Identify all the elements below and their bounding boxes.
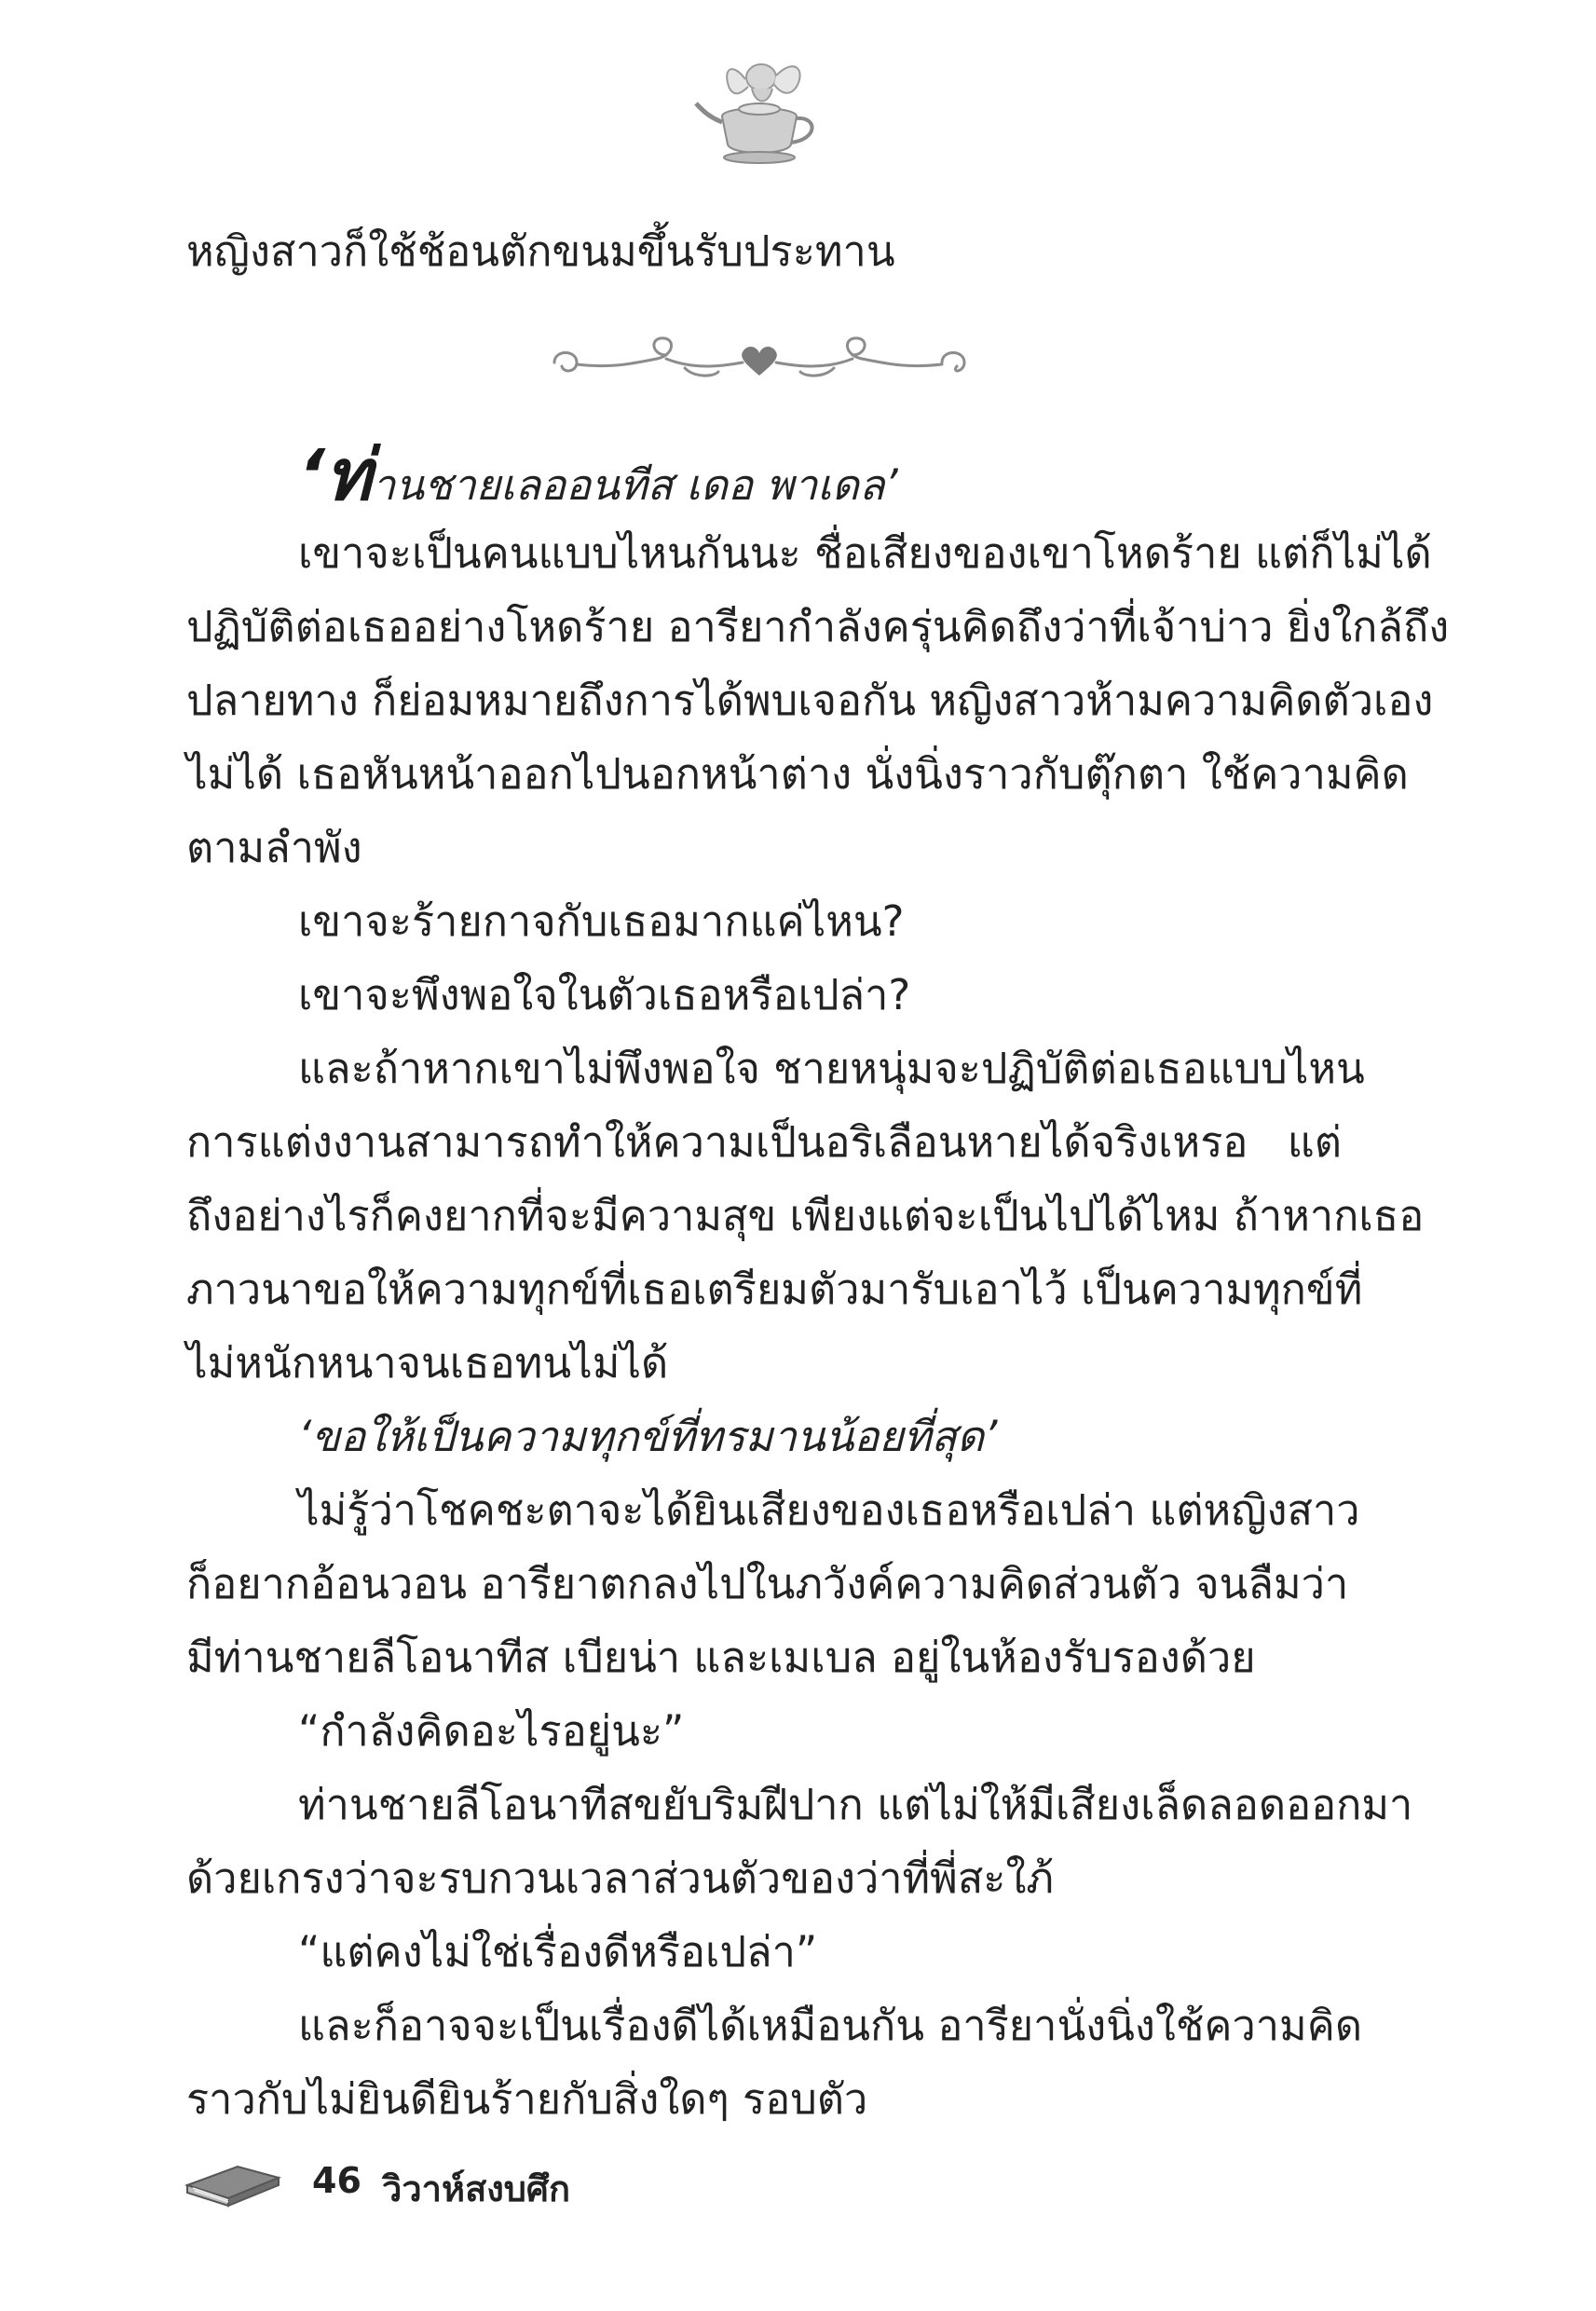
text-line: ไม่รู้ว่าโชคชะตาจะได้ยินเสียงของเธอหรือเปล่า แต่หญิงสาว [298,1485,1360,1535]
text-line: การแต่งงานสามารถทำให้ความเป็นอริเลือนหายได้จริงเหรอ แต่ [186,1117,1342,1167]
text-line: “กำลังคิดอะไรอยู่นะ” [298,1706,685,1756]
text-line: “แต่คงไม่ใช่เรื่องดีหรือเปล่า” [298,1927,818,1976]
text-line: ราวกับไม่ยินดียินร้ายกับสิ่งใดๆ รอบตัว [186,2074,868,2124]
text-line: ตามลำพัง [186,823,362,872]
heading-text: านชายเลออนทีส เดอ พาเดล’ [371,460,898,510]
text-line: ปลายทาง ก็ย่อมหมายถึงการได้พบเจอกัน หญิงสาวห้ามความคิดตัวเอง [186,676,1434,725]
book-title: วิวาห์สงบศึก [382,2168,571,2209]
text-line: และก็อาจจะเป็นเรื่องดีได้เหมือนกัน อารียานั่งนิ่งใช้ความคิด [298,2001,1363,2050]
text-line: ท่านชายลีโอนาทีสขยับริมฝีปาก แต่ไม่ให้มีเสียงเล็ดลอดออกมา [298,1780,1413,1829]
chapter-heading [298,419,898,516]
text-line: เขาจะเป็นคนแบบไหนกันนะ ชื่อเสียงของเขาโหดร้าย แต่ก็ไม่ได้ [298,528,1432,578]
body-text [186,516,1450,2136]
text-line: ‘ขอให้เป็นความทุกข์ที่ทรมานน้อยที่สุด’ [298,1412,998,1461]
text-line: ก็อยากอ้อนวอน อารียาตกลงไปในภวังค์ความคิดส่วนตัว จนลืมว่า [186,1559,1349,1608]
top-line-text: หญิงสาวก็ใช้ช้อนตักขนมขึ้นรับประทาน [186,226,895,276]
heart-scroll-divider-icon [536,321,983,396]
text-line: เขาจะพึงพอใจในตัวเธอหรือเปล่า? [298,970,911,1019]
text-line: เขาจะร้ายกาจกับเธอมากแค่ไหน? [298,896,905,946]
text-line: ไม่หนักหนาจนเธอทนไม่ได้ [186,1338,669,1388]
text-line: ด้วยเกรงว่าจะรบกวนเวลาส่วนตัวของว่าที่พี่สะใภ้ [186,1853,1055,1903]
text-line: ไม่ได้ เธอหันหน้าออกไปนอกหน้าต่าง นั่งนิ่งราวกับตุ๊กตา ใช้ความคิด [186,749,1409,799]
text-line: ปฏิบัติต่อเธออย่างโหดร้าย อารียากำลังครุ่นคิดถึงว่าที่เจ้าบ่าว ยิ่งใกล้ถึง [186,602,1450,651]
text-line: ภาวนาขอให้ความทุกข์ที่เธอเตรียมตัวมารับเอาไว้ เป็นความทุกข์ที่ [186,1265,1363,1314]
page-footer [182,2153,927,2218]
text-line: ถึงอย่างไรก็คงยากที่จะมีความสุข เพียงแต่จะเป็นไปได้ไหม ถ้าหากเธอ [186,1191,1425,1240]
page-number: 46 [312,2160,361,2201]
book-icon [182,2157,284,2208]
text-line: มีท่านชายลีโอนาทีส เบียน่า และเมเบล อยู่ในห้องรับรองด้วย [186,1633,1256,1682]
text-line: และถ้าหากเขาไม่พึงพอใจ ชายหนุ่มจะปฏิบัติต่อเธอแบบไหน [298,1044,1365,1093]
drop-cap: ‘ท่ [298,433,372,516]
cupid-teapot-icon [694,51,825,172]
